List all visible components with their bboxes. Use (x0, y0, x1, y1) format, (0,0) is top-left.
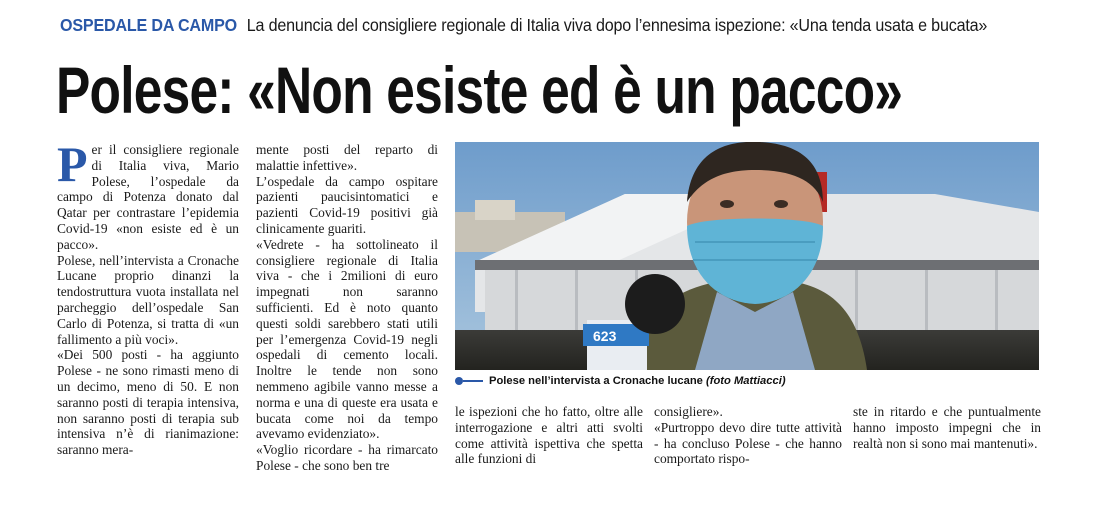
mic-flag-label: 623 (593, 328, 617, 344)
section-label: OSPEDALE DA CAMPO (60, 15, 237, 35)
caption-bullet-icon (455, 377, 463, 385)
paragraph: Polese, nell’intervista a Cronache Lucane proprio dinanzi la tendostruttura vuota installata nel parcheggio dell’ospedale San Carlo di Potenza, si tratta di «un fallimento a più voci». (57, 252, 239, 347)
paragraph: consigliere». (654, 404, 723, 419)
paragraph: L’ospedale da campo ospitare pazienti paucisintomatici e pazienti Covid-19 positivi già clinicamente guariti. (256, 173, 438, 236)
drop-cap: P (57, 136, 88, 192)
kicker-subtitle: La denuncia del consigliere regionale di Italia viva dopo l’ennesima ispezione: «Una tenda usata e bucata» (246, 15, 988, 35)
caption-rule (463, 380, 483, 382)
caption-text: Polese nell’intervista a Cronache lucane (489, 375, 703, 387)
article-column-1 (57, 136, 239, 458)
paragraph: mente posti del reparto di malattie infettive». (256, 142, 438, 173)
article-column-5 (853, 404, 1041, 451)
article-photo (455, 142, 1039, 370)
paragraph: «Vedrete - ha sottolineato il consigliere regionale di Italia viva - che i 2milioni di euro impegnati non saranno sufficienti. Ed è noto quanto questi soldi sarebbero stati utili per l’emergenza Covid-19 negli ospedali di cemento locali. Inoltre le tende non sono nemmeno agibile vanno messe a norma e una di queste era usata e bucata come noi da tempo avevamo evidenziato». (256, 236, 438, 442)
kicker (60, 14, 998, 36)
paragraph: «Voglio ricordare - ha rimarcato Polese - che sono ben tre (256, 442, 438, 473)
caption-credit: (foto Mattiacci) (706, 375, 786, 387)
paragraph: «Dei 500 posti - ha aggiunto Polese - ne sono rimasti meno di un decimo, meno di 50. E non saranno posti di terapia intensiva, non saranno posti di terapia sub intensiva n’è di rianimazione: saranno mera- (57, 347, 239, 458)
headline: Polese: «Non esiste ed è un pacco» (56, 53, 903, 127)
paragraph: le ispezioni che ho fatto, oltre alle interrogazione e altri atti svolti come attività ispettiva che spetta alle funzioni di (455, 404, 643, 467)
paragraph: ste in ritardo e che puntualmente hanno imposto impegni che in realtà non si sono mai mantenuti». (853, 404, 1041, 451)
photo-illustration (455, 142, 1039, 370)
article-column-3 (455, 404, 643, 467)
paragraph: er il consigliere regionale di Italia viva, Mario Polese, l’ospedale da campo di Potenza donato dal Qatar per contrastare l’epidemia Covid-19 «non esiste ed è un pacco». (57, 142, 239, 252)
paragraph: «Purtroppo devo dire tutte attività - ha concluso Polese - che hanno comportato rispo- (654, 419, 842, 467)
photo-caption (455, 374, 1039, 388)
article-column-2 (256, 142, 438, 474)
article-column-4 (654, 404, 842, 467)
